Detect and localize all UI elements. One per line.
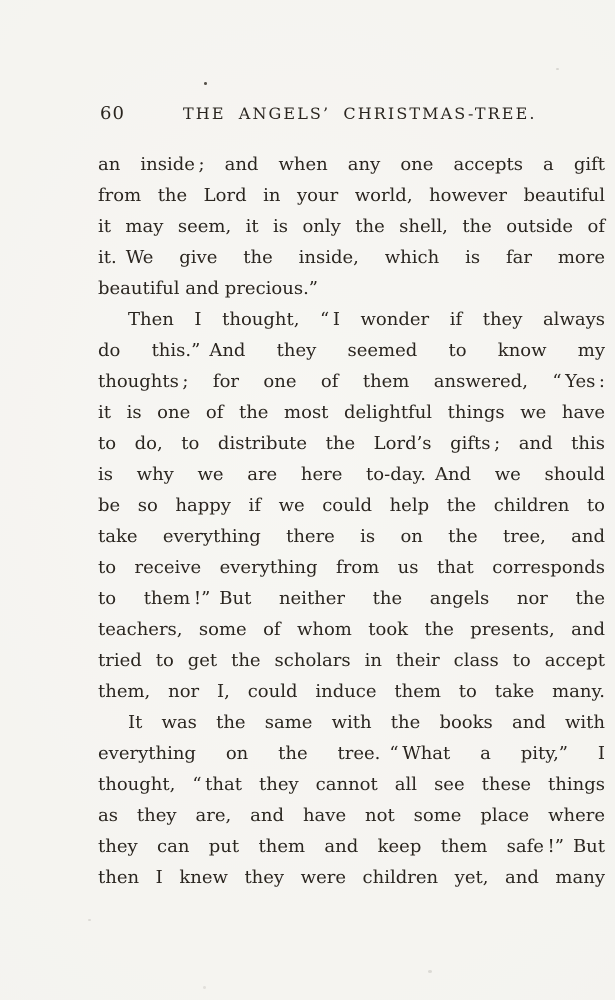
text-line: Then I thought, “ I wonder if they always — [128, 309, 605, 330]
paragraph — [98, 304, 605, 707]
text-line: It was the same with the books and with — [128, 712, 605, 733]
text-line: take everything there is on the tree, and — [98, 526, 605, 547]
text-line: them, nor I, could induce them to take many. — [98, 681, 605, 702]
text-line: teachers, some of whom took the presents, and — [98, 619, 605, 640]
text-line: they can put them and keep them safe !” But — [98, 836, 605, 857]
paragraph — [98, 707, 605, 893]
scan-speck — [204, 82, 207, 85]
text-line: thought, “ that they cannot all see these things — [98, 774, 605, 795]
text-line: to them !” But neither the angels nor the — [98, 588, 605, 609]
text-block — [98, 149, 605, 893]
running-title: THE ANGELS’ CHRISTMAS-TREE. — [183, 104, 537, 123]
text-line: everything on the tree. “ What a pity,” I — [98, 743, 605, 764]
page-number: 60 — [100, 103, 125, 124]
scan-speck — [203, 986, 206, 989]
paragraph — [98, 149, 605, 304]
text-line: it is one of the most delightful things we have — [98, 402, 605, 423]
text-line: is why we are here to-day. And we should — [98, 464, 605, 485]
text-line: beautiful and precious.” — [98, 278, 318, 299]
text-line: an inside ; and when any one accepts a gift — [98, 154, 605, 175]
text-line: it. We give the inside, which is far more — [98, 247, 605, 268]
text-line: be so happy if we could help the children to — [98, 495, 605, 516]
text-line: do this.” And they seemed to know my — [98, 340, 605, 361]
text-line: it may seem, it is only the shell, the outside of — [98, 216, 605, 237]
page-header — [98, 101, 605, 127]
text-line: as they are, and have not some place where — [98, 805, 605, 826]
scan-speck — [428, 970, 432, 973]
scan-speck — [88, 919, 91, 921]
scan-speck — [556, 68, 559, 70]
text-line: then I knew they were children yet, and many — [98, 867, 605, 888]
text-line: to receive everything from us that corresponds — [98, 557, 605, 578]
text-line: tried to get the scholars in their class to accept — [98, 650, 605, 671]
text-line: thoughts ; for one of them answered, “ Yes : — [98, 371, 605, 392]
text-line: to do, to distribute the Lord’s gifts ; and this — [98, 433, 605, 454]
text-line: from the Lord in your world, however beautiful — [98, 185, 605, 206]
